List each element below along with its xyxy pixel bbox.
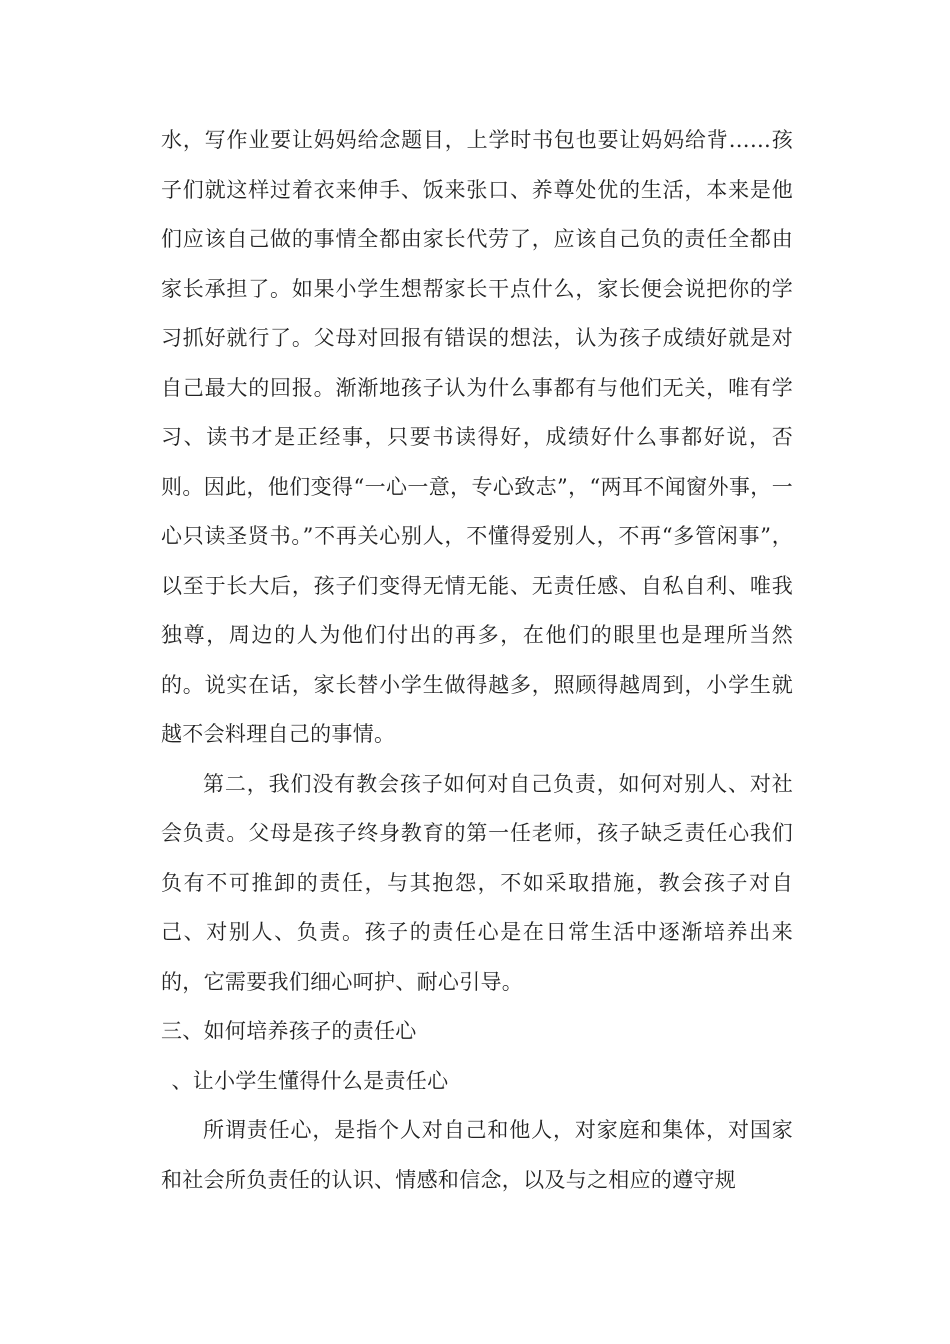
document-page: [161, 116, 793, 1205]
paragraph-second-point: 第二，我们没有教会孩子如何对自己负责，如何对别人、对社会负责。父母是孩子终身教育的第一任老师，孩子缺乏责任心我们负有不可推卸的责任，与其抱怨，不如采取措施，教会孩子对自己、对别人、负责。孩子的责任心是在日常生活中逐渐培养出来的，它需要我们细心呵护、耐心引导。: [161, 771, 793, 994]
paragraph-continuation: 水，写作业要让妈妈给念题目，上学时书包也要让妈妈给背……孩子们就这样过着衣来伸手、饭来张口、养尊处优的生活，本来是他们应该自己做的事情全都由家长代劳了，应该自己负的责任全都由家长承担了。如果小学生想帮家长干点什么，家长便会说把你的学习抓好就行了。父母对回报有错误的想法，认为孩子成绩好就是对自己最大的回报。渐渐地孩子认为什么事都有与他们无关，唯有学习、读书才是正经事，只要书读得好，成绩好什么事都好说，否则。因此，他们变得“一心一意，专心致志”，“两耳不闻窗外事，一心只读圣贤书。”不再关心别人，不懂得爱别人，不再“多管闲事”，以至于长大后，孩子们变得无情无能、无责任感、自私自利、唯我独尊，周边的人为他们付出的再多，在他们的眼里也是理所当然的。说实在话，家长替小学生做得越多，照顾得越周到，小学生就越不会料理自己的事情。: [161, 128, 793, 746]
subsection-heading: 、让小学生懂得什么是责任心: [171, 1068, 449, 1093]
section-heading: 三、如何培养孩子的责任心: [161, 1019, 417, 1043]
paragraph-definition: 所谓责任心，是指个人对自己和他人，对家庭和集体，对国家和社会所负责任的认识、情感和信念，以及与之相应的遵守规: [161, 1118, 793, 1192]
